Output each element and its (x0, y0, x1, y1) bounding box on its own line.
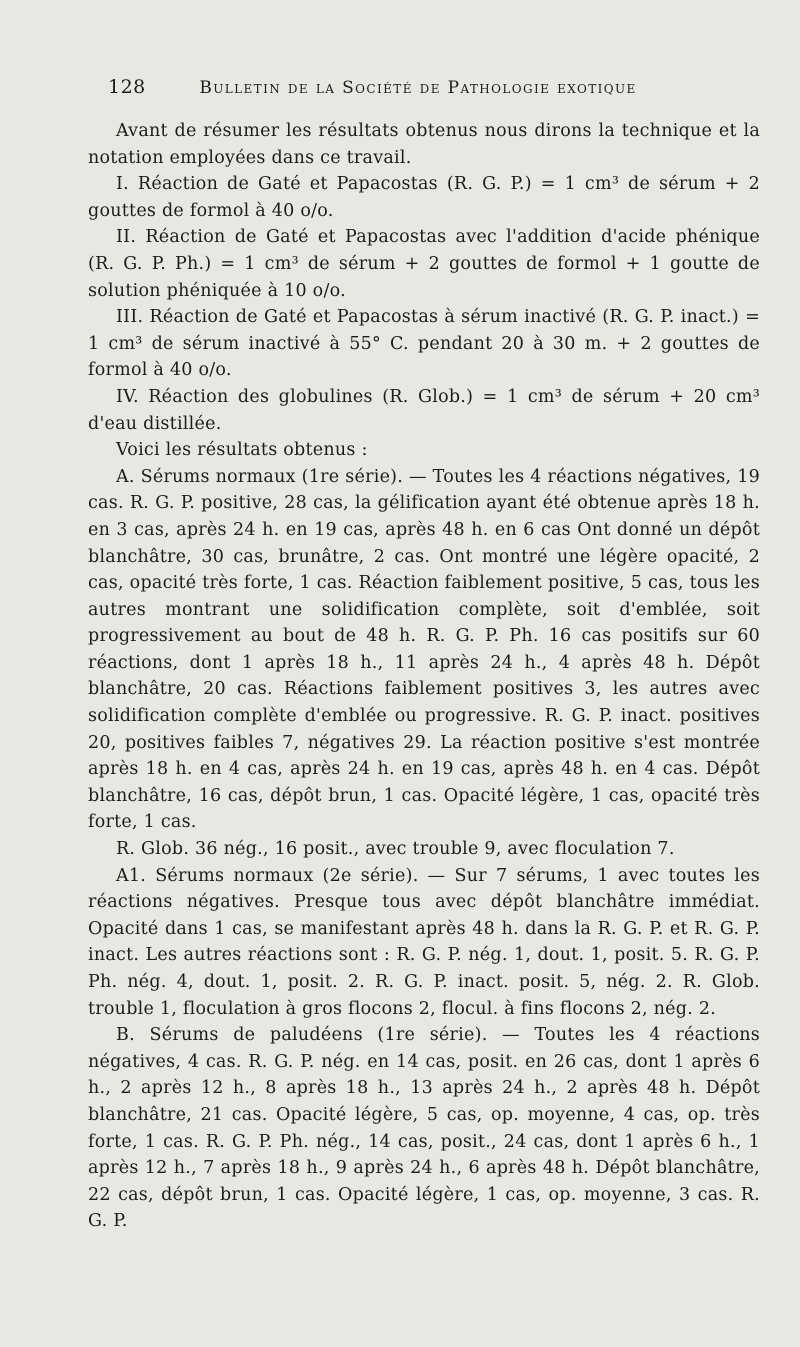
paragraph-method-1: I. Réaction de Gaté et Papacostas (R. G. P.) = 1 cm³ de sérum + 2 gouttes de formol à 40 o/o. (88, 174, 760, 221)
paragraph-method-3: III. Réaction de Gaté et Papacostas à sérum inactivé (R. G. P. inact.) = 1 cm³ de sérum inactivé à 55° C. pendant 20 à 30 m. + 2 gouttes de formol à 40 o/o. (88, 307, 760, 381)
paragraph-intro: Avant de résumer les résultats obtenus nous dirons la technique et la notation employées dans ce travail. (88, 121, 760, 168)
paragraph-method-4: IV. Réaction des globulines (R. Glob.) = 1 cm³ de sérum + 20 cm³ d'eau distillée. (88, 386, 760, 434)
page-number: 128 (108, 76, 146, 98)
paragraph-method-2: II. Réaction de Gaté et Papacostas avec l'addition d'acide phénique (R. G. P. Ph.) = 1 cm³ de sérum + 2 gouttes de formol + 1 goutte de solution phéniquée à 10 o/o. (88, 227, 760, 301)
running-header (108, 76, 768, 98)
paragraph-results-a: A. Sérums normaux (1re série). — Toutes les 4 réactions négatives, 19 cas. R. G. P. positive, 28 cas, la gélification ayant été obtenue après 18 h. en 3 cas, après 24 h. en 19 cas, après 48 h. en 6 cas Ont donné un dépôt blanchâtre, 30 cas, brunâtre, 2 cas. Ont montré une légère opacité, 2 cas, opacité très forte, 1 cas. Réaction faiblement positive, 5 cas, tous les autres montrant une solidification complète, soit d'emblée, soit progressivement au bout de 48 h. R. G. P. Ph. 16 cas positifs sur 60 réactions, dont 1 après 18 h., 11 après 24 h., 4 après 48 h. Dépôt blanchâtre, 20 cas. Réactions faiblement positives 3, les autres avec solidification complète d'emblée ou progressive. R. G. P. inact. positives 20, positives faibles 7, négatives 29. La réaction positive s'est montrée après 18 h. en 4 cas, après 24 h. en 19 cas, après 48 h. en 4 cas. Dépôt blanchâtre, 16 cas, dépôt brun, 1 cas. Opacité légère, 1 cas, opacité très forte, 1 cas. (88, 466, 760, 833)
paragraph-results-intro: Voici les résultats obtenus : (116, 440, 368, 461)
body-text (88, 118, 760, 1235)
paragraph-results-b: B. Sérums de paludéens (1re série). — Toutes les 4 réactions négatives, 4 cas. R. G. P. nég. en 14 cas, posit. en 26 cas, dont 1 après 6 h., 2 après 12 h., 8 après 18 h., 13 après 24 h., 2 après 48 h. Dépôt blanchâtre, 21 cas. Opacité légère, 5 cas, op. moyenne, 4 cas, op. très forte, 1 cas. R. G. P. Ph. nég., 14 cas, posit., 24 cas, dont 1 après 6 h., 1 après 12 h., 7 après 18 h., 9 après 24 h., 6 après 48 h. Dépôt blanchâtre, 22 cas, dépôt brun, 1 cas. Opacité légère, 1 cas, op. moyenne, 3 cas. R. G. P. (88, 1025, 760, 1232)
paragraph-results-a-glob: R. Glob. 36 nég., 16 posit., avec trouble 9, avec floculation 7. (116, 839, 675, 860)
paragraph-results-a1: A1. Sérums normaux (2e série). — Sur 7 sérums, 1 avec toutes les réactions négatives. Presque tous avec dépôt blanchâtre immédiat. Opacité dans 1 cas, se manifestant après 48 h. dans la R. G. P. et R. G. P. inact. Les autres réactions sont : R. G. P. nég. 1, dout. 1, posit. 5. R. G. P. Ph. nég. 4, dout. 1, posit. 2. R. G. P. inact. posit. 5, nég. 2. R. Glob. trouble 1, floculation à gros flocons 2, flocul. à fins flocons 2, nég. 2. (88, 865, 760, 1019)
journal-title: Bulletin de la Société de Pathologie exotique (199, 78, 637, 98)
